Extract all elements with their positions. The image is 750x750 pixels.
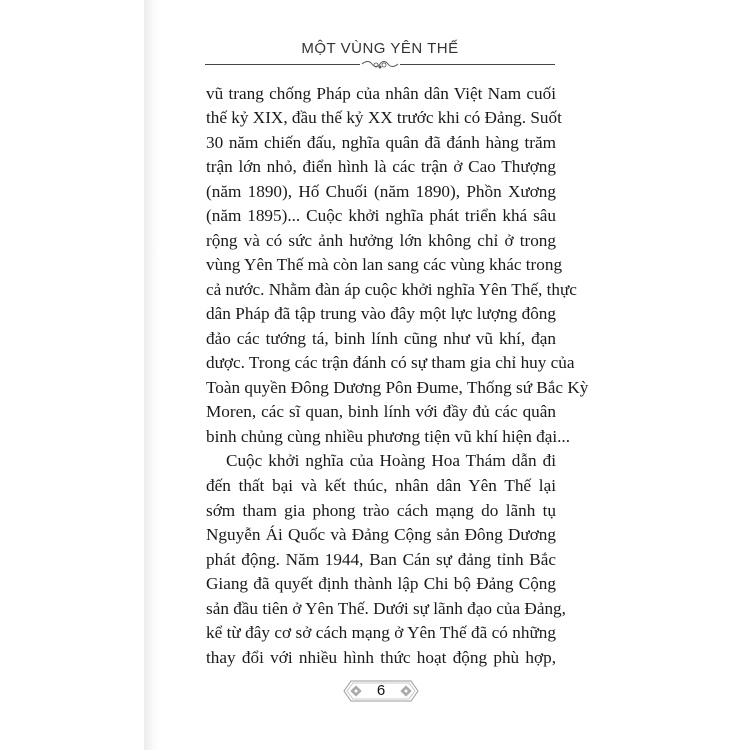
flourish-ornament-icon bbox=[360, 58, 400, 70]
text-line: dược. Trong các trận đánh có sự tham gia chỉ huy của bbox=[206, 353, 575, 373]
text-line: Toàn quyền Đông Dương Pôn Đume, Thống sứ Bắc Kỳ bbox=[206, 377, 589, 397]
text-line: vũ trang chống Pháp của nhân dân Việt Nam cuối bbox=[206, 83, 556, 103]
text-line: kể từ đây cơ sở cách mạng ở Yên Thế đã có những bbox=[206, 623, 556, 643]
text-line: Moren, các sĩ quan, binh lính với đầy đủ các quân bbox=[206, 402, 556, 422]
text-line: rộng và có sức ảnh hưởng lớn không chỉ ở trong bbox=[206, 230, 556, 250]
text-line: vùng Yên Thế mà còn lan sang các vùng khác trong bbox=[206, 255, 563, 275]
running-header: MỘT VÙNG YÊN THẾ bbox=[301, 40, 459, 57]
text-line: đến thất bại và kết thúc, nhân dân Yên Thế lại bbox=[206, 475, 556, 495]
text-line: Nguyễn Ái Quốc và Đảng Cộng sản Đông Dương bbox=[206, 525, 556, 545]
text-line: Cuộc khởi nghĩa của Hoàng Hoa Thám dẫn đi bbox=[226, 451, 556, 471]
text-line: Giang đã quyết định thành lập Chi bộ Đảng Cộng bbox=[206, 574, 556, 594]
page-edge-shadow bbox=[144, 0, 160, 750]
text-line: sớm tham gia phong trào cách mạng do lãnh tụ bbox=[206, 500, 556, 520]
text-line: (năm 1890), Hố Chuối (năm 1890), Phồn Xương bbox=[206, 181, 556, 201]
text-line: 30 năm chiến đấu, nghĩa quân đã đánh hàng trăm bbox=[206, 132, 556, 152]
text-line: trận lớn nhỏ, điển hình là các trận ở Cao Thượng bbox=[206, 157, 556, 177]
text-line: binh chủng cùng nhiều phương tiện vũ khí hiện đại... bbox=[206, 426, 571, 446]
text-line: sản đầu tiên ở Yên Thế. Dưới sự lãnh đạo của Đảng, bbox=[206, 598, 566, 618]
text-line: phát động. Năm 1944, Ban Cán sự đảng tỉnh Bắc bbox=[206, 549, 556, 569]
page-number: 6 bbox=[376, 682, 386, 699]
text-line: thay đổi với nhiều hình thức hoạt động phù hợp, bbox=[206, 647, 556, 667]
body-text bbox=[206, 82, 589, 670]
text-line: đảo các tướng tá, binh lính cũng như vũ khí, đạn bbox=[206, 328, 556, 348]
page-number-frame bbox=[343, 680, 419, 702]
text-line: (năm 1895)... Cuộc khởi nghĩa phát triển khá sâu bbox=[206, 206, 556, 226]
text-line: thế kỷ XIX, đầu thế kỷ XX trước khi có Đảng. Suốt bbox=[206, 108, 562, 128]
text-line: dân Pháp đã tập trung vào đây một lực lượng đông bbox=[206, 304, 556, 324]
text-line: cả nước. Nhằm đàn áp cuộc khởi nghĩa Yên Thế, thực bbox=[206, 279, 577, 299]
